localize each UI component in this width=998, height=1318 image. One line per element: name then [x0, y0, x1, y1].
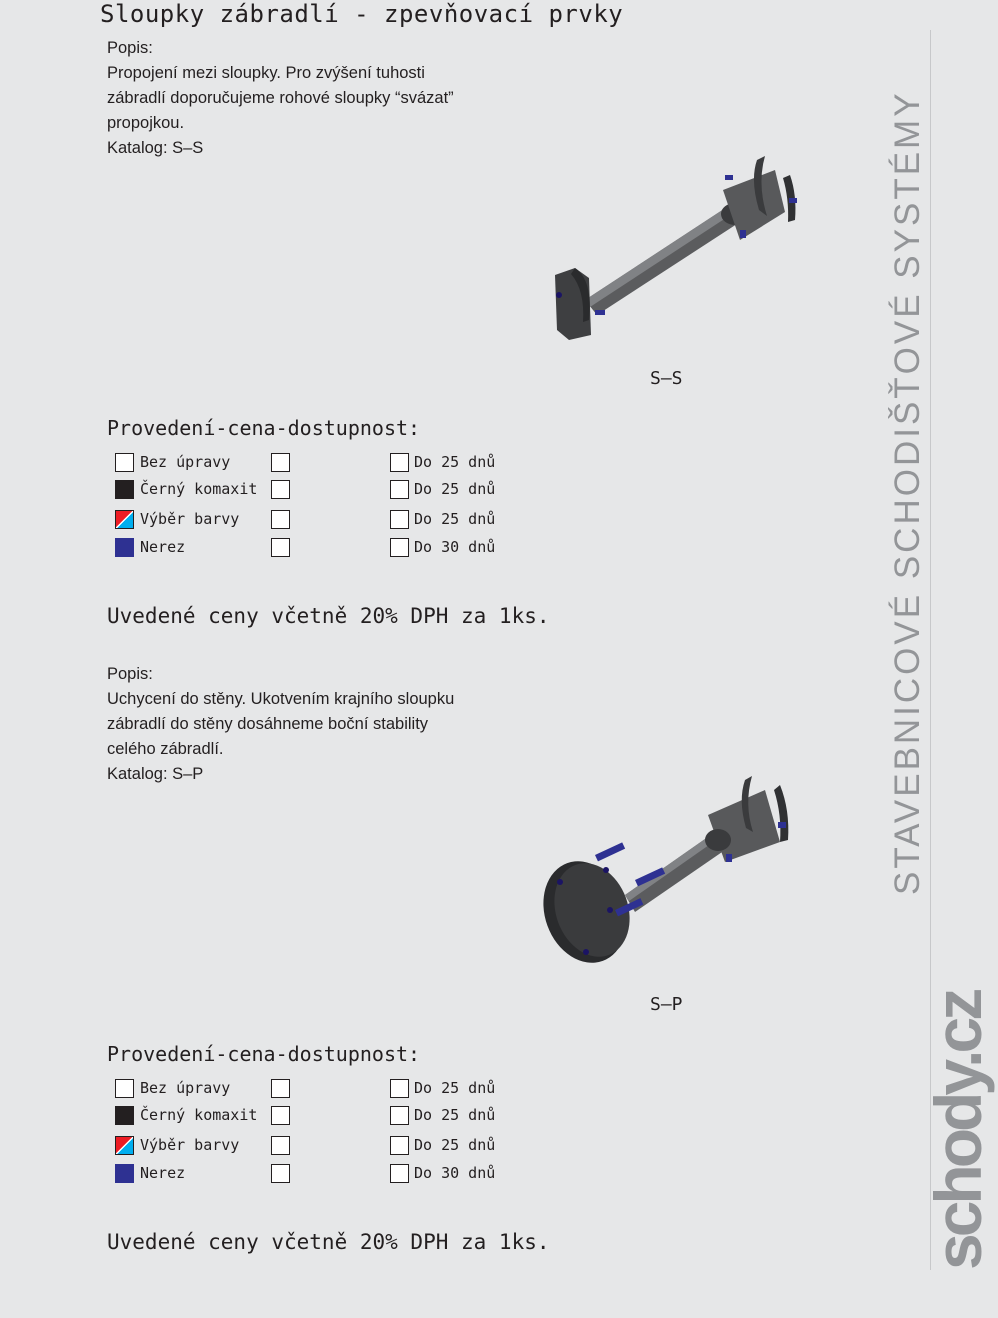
availability-text: Do 25 dnů: [414, 1136, 496, 1154]
availability-checkbox[interactable]: [390, 1106, 409, 1125]
option-label: Výběr barvy: [140, 1136, 240, 1154]
description-line: celého zábradlí.: [107, 740, 224, 758]
provedeni-heading: Provedení-cena-dostupnost:: [107, 416, 421, 440]
option-row-cerny-komaxit: [115, 1106, 515, 1128]
swatch-blue: [115, 1164, 134, 1183]
provedeni-heading: Provedení-cena-dostupnost:: [107, 1042, 421, 1066]
description-line: zábradlí do stěny dosáhneme boční stability: [107, 715, 429, 733]
option-label: Bez úpravy: [140, 1079, 231, 1097]
availability-checkbox[interactable]: [390, 480, 409, 499]
price-checkbox[interactable]: [271, 1106, 290, 1125]
price-checkbox[interactable]: [271, 510, 290, 529]
availability-checkbox[interactable]: [390, 453, 409, 472]
price-checkbox[interactable]: [271, 1164, 290, 1183]
price-checkbox[interactable]: [271, 1079, 290, 1098]
swatch-color-choice: [115, 510, 134, 529]
page-title: Sloupky zábradlí - zpevňovací prvky: [100, 0, 624, 28]
availability-text: Do 30 dnů: [414, 538, 496, 556]
catalog-code: Katalog: S–P: [107, 765, 204, 783]
availability-text: Do 25 dnů: [414, 1079, 496, 1097]
popis-label: Popis:: [107, 39, 153, 57]
s-s-product-image: [545, 150, 805, 350]
image-code-s-s: S–S: [650, 368, 683, 389]
availability-checkbox[interactable]: [390, 1164, 409, 1183]
price-checkbox[interactable]: [271, 453, 290, 472]
description-line: Propojení mezi sloupky. Pro zvýšení tuhosti: [107, 64, 425, 82]
availability-checkbox[interactable]: [390, 1079, 409, 1098]
catalog-code: Katalog: S–S: [107, 139, 204, 157]
availability-text: Do 25 dnů: [414, 1106, 496, 1124]
description-line: Uchycení do stěny. Ukotvením krajního sloupku: [107, 690, 455, 708]
availability-text: Do 25 dnů: [414, 510, 496, 528]
availability-checkbox[interactable]: [390, 538, 409, 557]
option-label: Nerez: [140, 1164, 186, 1182]
option-label: Bez úpravy: [140, 453, 231, 471]
availability-text: Do 25 dnů: [414, 453, 496, 471]
price-checkbox[interactable]: [271, 480, 290, 499]
brand-logo: schody.cz: [921, 991, 995, 1270]
brand-tagline: STAVEBNICOVÉ SCHODIŠŤOVÉ SYSTÉMY: [888, 90, 927, 895]
availability-checkbox[interactable]: [390, 510, 409, 529]
option-row-bez-upravy: [115, 453, 515, 475]
option-row-cerny-komaxit: [115, 480, 515, 502]
swatch-black: [115, 480, 134, 499]
popis-label: Popis:: [107, 665, 153, 683]
swatch-white: [115, 453, 134, 472]
product-description-s-p: [107, 662, 454, 787]
s-p-product-image: [540, 770, 800, 975]
option-row-vyber-barvy: [115, 510, 515, 532]
option-label: Černý komaxit: [140, 480, 258, 498]
option-row-vyber-barvy: [115, 1136, 515, 1158]
product-description-s-s: [107, 36, 454, 161]
option-label: Černý komaxit: [140, 1106, 258, 1124]
availability-text: Do 25 dnů: [414, 480, 496, 498]
description-line: zábradlí doporučujeme rohové sloupky “svázat”: [107, 89, 454, 107]
option-label: Nerez: [140, 538, 186, 556]
price-checkbox[interactable]: [271, 1136, 290, 1155]
price-note: Uvedené ceny včetně 20% DPH za 1ks.: [107, 1230, 550, 1254]
option-row-bez-upravy: [115, 1079, 515, 1101]
price-checkbox[interactable]: [271, 538, 290, 557]
description-line: propojkou.: [107, 114, 185, 132]
price-note: Uvedené ceny včetně 20% DPH za 1ks.: [107, 604, 550, 628]
swatch-blue: [115, 538, 134, 557]
swatch-white: [115, 1079, 134, 1098]
option-row-nerez: [115, 538, 515, 560]
swatch-color-choice: [115, 1136, 134, 1155]
image-code-s-p: S–P: [650, 994, 683, 1015]
availability-checkbox[interactable]: [390, 1136, 409, 1155]
option-row-nerez: [115, 1164, 515, 1186]
availability-text: Do 30 dnů: [414, 1164, 496, 1182]
swatch-black: [115, 1106, 134, 1125]
option-label: Výběr barvy: [140, 510, 240, 528]
